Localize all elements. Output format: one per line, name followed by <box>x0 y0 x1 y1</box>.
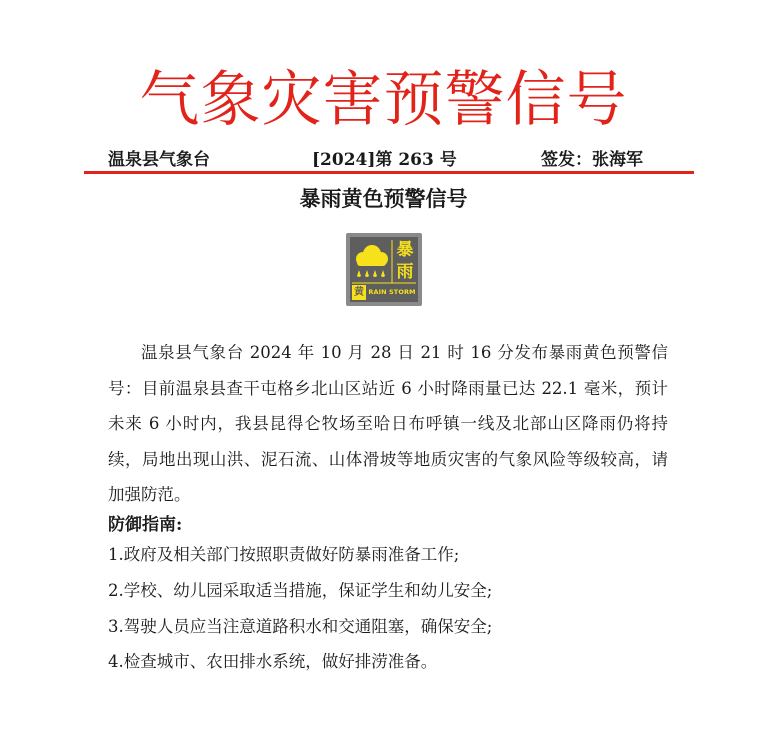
signer: 签发：张海军 <box>541 150 643 170</box>
guide-item: 1.政府及相关部门按照职责做好防暴雨准备工作; <box>108 545 460 564</box>
icon-panel <box>350 237 418 302</box>
icon-level-yellow: 黄 <box>354 287 364 298</box>
icon-char-bao: 暴 <box>396 240 414 260</box>
guide-item: 2.学校、幼儿园采取适当措施，保证学生和幼儿安全; <box>108 581 493 600</box>
guide-item: 4.检查城市、农田排水系统，做好排涝准备。 <box>108 652 438 671</box>
header-divider <box>84 171 694 174</box>
icon-caption: RAIN STORM <box>368 288 416 296</box>
guide-heading: 防御指南: <box>108 515 183 535</box>
issuing-office: 温泉县气象台 <box>108 150 210 170</box>
rainstorm-yellow-warning-icon <box>346 233 422 306</box>
warning-body: 温泉县气象台 2024 年 10 月 28 日 21 时 16 分发布暴雨黄色预警信号：目前温泉县查干屯格乡北山区站近 6 小时降雨量已达 22.1 毫米，预计未来 6 小时内，我县昆得仑牧场至哈日布呼镇一线及北部山区降雨仍将持续，局地出现山洪、泥石流、山体滑坡等地质灾害的气象风险等级较高，请加强防范。 <box>108 343 668 504</box>
icon-char-yu: 雨 <box>396 262 414 282</box>
guide-item: 3.驾驶人员应当注意道路积水和交通阻塞，确保安全; <box>108 617 493 636</box>
warning-title: 暴雨黄色预警信号 <box>299 186 468 211</box>
document-number: [2024]第 263 号 <box>312 150 457 170</box>
document-title: 气象灾害预警信号 <box>139 65 628 135</box>
